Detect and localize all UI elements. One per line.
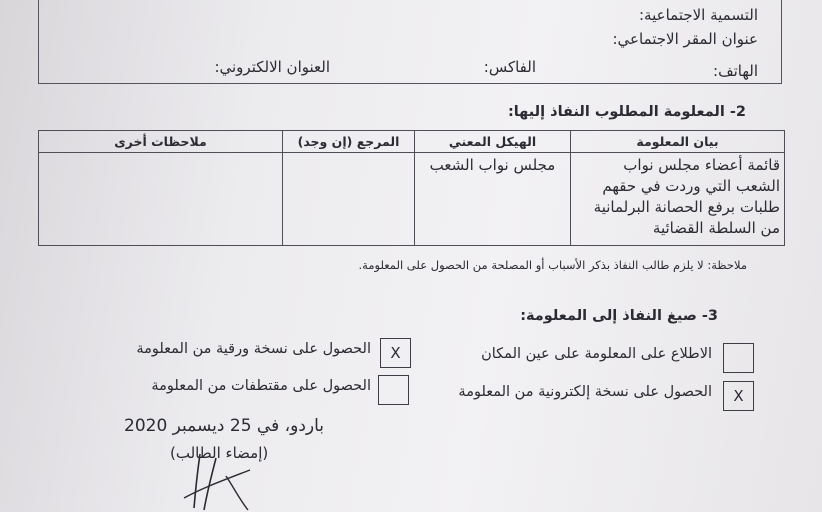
requested-info-table <box>38 130 785 246</box>
place-date: باردو، في 25 ديسمبر 2020 <box>124 416 325 436</box>
notes-cell <box>39 153 283 246</box>
electronic-copy-checkbox[interactable]: X <box>723 381 754 411</box>
paper-copy-label: الحصول على نسخة ورقية من المعلومة <box>136 341 371 357</box>
reference-cell <box>283 153 415 246</box>
phone-label: الهاتف: <box>713 62 758 80</box>
column-header-notes: ملاحظات أخرى <box>39 131 283 153</box>
table-row <box>39 153 785 246</box>
signature-label: (إمضاء الطالب) <box>170 444 269 462</box>
table-header-row <box>39 131 785 153</box>
extracts-checkbox[interactable] <box>378 375 409 405</box>
column-header-structure: الهيكل المعني <box>415 131 571 153</box>
extracts-label: الحصول على مقتطفات من المعلومة <box>151 378 371 394</box>
info-cell: قائمة أعضاء مجلس نواب الشعب التي وردت في حقهم طلبات برفع الحصانة البرلمانية من السلطة القضائية <box>571 153 785 246</box>
handwritten-signature <box>178 448 268 512</box>
onsite-view-label: الاطلاع على المعلومة على عين المكان <box>481 346 712 362</box>
social-name-label: التسمية الاجتماعية: <box>639 6 758 24</box>
paper-copy-checkbox[interactable]: X <box>380 338 411 368</box>
section3-title: 3- صيغ النفاذ إلى المعلومة: <box>520 308 718 324</box>
column-header-info: بيان المعلومة <box>571 131 785 153</box>
section2-title: 2- المعلومة المطلوب النفاذ إليها: <box>507 104 746 120</box>
electronic-copy-label: الحصول على نسخة إلكترونية من المعلومة <box>458 384 712 400</box>
fax-label: الفاكس: <box>483 58 536 76</box>
onsite-view-checkbox[interactable] <box>723 343 754 373</box>
section2-note: ملاحظة: لا يلزم طالب النفاذ بذكر الأسباب أو المصلحة من الحصول على المعلومة. <box>358 258 747 272</box>
email-label: العنوان الالكتروني: <box>214 58 330 76</box>
hq-address-label: عنوان المقر الاجتماعي: <box>612 30 758 48</box>
structure-cell: مجلس نواب الشعب <box>415 153 571 246</box>
column-header-reference: المرجع (إن وجد) <box>283 131 415 153</box>
